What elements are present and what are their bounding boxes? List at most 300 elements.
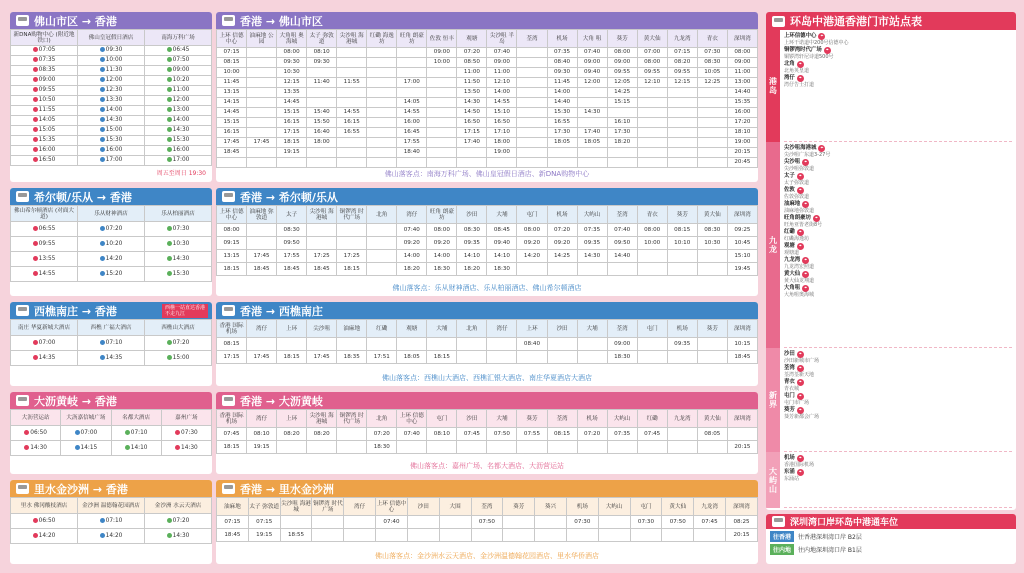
bus-route-icon [100, 57, 105, 62]
time-cell [577, 148, 607, 158]
table-row [11, 426, 212, 441]
column-header: 荃湾 [607, 206, 637, 224]
time-cell [78, 336, 145, 351]
time-value: 07:20 [172, 339, 190, 346]
time-cell: 18:30 [427, 263, 457, 276]
time-value: 14:35 [38, 354, 56, 361]
time-cell: 18:40 [397, 148, 427, 158]
time-cell [517, 158, 547, 168]
time-cell [577, 441, 607, 454]
time-cell: 07:55 [517, 428, 547, 441]
time-cell: 16:00 [397, 118, 427, 128]
time-cell [11, 96, 78, 106]
table-row [11, 126, 212, 136]
stop-address: 沙田新城市广场 [784, 358, 820, 364]
time-cell: 14:00 [547, 88, 577, 98]
column-header: 屯门 [637, 320, 667, 338]
stop-name: 机场 [784, 455, 795, 461]
column-header: 红磡 海逸坊 [367, 30, 397, 48]
time-cell [607, 263, 637, 276]
column-header: 尖沙咀 半岛 [487, 30, 517, 48]
column-header: 黄大仙 [637, 30, 667, 48]
stop-name: 荃湾 [784, 365, 795, 371]
time-cell: 18:30 [367, 441, 397, 454]
panel-title: 希尔顿/乐从 → 香港 [34, 190, 132, 204]
time-cell [78, 116, 145, 126]
time-cell: 16:55 [337, 128, 367, 138]
map-pin-icon: ⌖ [802, 285, 809, 292]
time-cell [337, 88, 367, 98]
time-cell: 07:35 [607, 428, 637, 441]
time-cell: 09:50 [277, 237, 307, 250]
time-cell [397, 441, 427, 454]
map-pin-icon: ⌖ [797, 455, 804, 462]
column-header: 金沙洲 温德翰花园酒店 [78, 498, 145, 514]
bus-route-icon [167, 256, 172, 261]
table-row [11, 46, 212, 56]
column-header: 葵芳 [697, 320, 727, 338]
time-cell: 16:45 [397, 128, 427, 138]
time-value: 16:00 [105, 147, 123, 153]
time-value: 06:50 [30, 429, 47, 436]
time-cell [517, 98, 547, 108]
time-cell: 16:15 [277, 118, 307, 128]
column-header: 铜锣湾 时代广场 [312, 498, 344, 516]
time-cell [697, 338, 727, 351]
bus-icon [222, 395, 235, 406]
panel-huangqi-to-hk [10, 392, 212, 474]
time-value: 15:00 [105, 127, 123, 133]
time-cell [307, 224, 337, 237]
schedule-table [216, 497, 758, 542]
time-cell [78, 66, 145, 76]
time-value: 09:55 [38, 240, 56, 247]
time-value: 07:00 [38, 339, 56, 346]
time-value: 07:10 [105, 517, 123, 524]
time-cell: 18:05 [397, 351, 427, 364]
stop-name: 东涌 [784, 469, 795, 475]
time-cell [78, 529, 145, 544]
time-cell [517, 118, 547, 128]
time-cell: 08:20 [307, 428, 337, 441]
time-cell [637, 158, 667, 168]
time-cell [11, 146, 78, 156]
stop-address: 九龙湾宏照道 [784, 264, 815, 270]
schedule-table [10, 409, 212, 456]
time-cell [161, 441, 211, 456]
time-cell: 07:45 [217, 428, 247, 441]
column-header: 铜锣湾 时代广场 [337, 206, 367, 224]
time-cell [547, 351, 577, 364]
time-value: 15:35 [38, 137, 56, 143]
time-value: 11:00 [172, 87, 190, 93]
column-header: 太子 [277, 206, 307, 224]
time-cell [337, 98, 367, 108]
time-cell [78, 237, 145, 252]
bus-route-icon [33, 127, 38, 132]
panel-title: 香港 → 西樵南庄 [240, 304, 323, 318]
table-row [217, 351, 758, 364]
time-cell [11, 116, 78, 126]
column-header: 金沙洲 水云天酒店 [145, 498, 212, 514]
time-cell [280, 516, 312, 529]
map-pin-icon: ⌖ [797, 61, 804, 68]
time-cell [427, 441, 457, 454]
time-cell: 11:45 [547, 78, 577, 88]
time-cell [78, 156, 145, 166]
time-cell [161, 426, 211, 441]
time-cell: 09:00 [487, 58, 517, 68]
column-header: 机场 [547, 206, 577, 224]
time-cell: 14:45 [277, 98, 307, 108]
time-cell: 07:00 [637, 48, 667, 58]
time-cell [637, 263, 667, 276]
time-cell: 14:30 [457, 98, 487, 108]
bus-icon [772, 516, 785, 527]
time-cell: 09:20 [427, 237, 457, 250]
stop-name: 葵芳 [784, 407, 795, 413]
time-value: 14:20 [38, 532, 56, 539]
stop-name: 大角咀 [784, 285, 801, 291]
stop-name: 太子 [784, 173, 795, 179]
time-cell [637, 338, 667, 351]
table-row [217, 78, 758, 88]
dropoff-note: 佛山落客点：乐从财神酒店、乐从柏丽酒店、佛山希尔顿酒店 [392, 284, 582, 292]
time-cell: 14:30 [577, 108, 607, 118]
bus-route-icon [175, 430, 180, 435]
bus-route-icon [100, 147, 105, 152]
time-cell: 18:00 [487, 138, 517, 148]
time-cell: 08:30 [277, 224, 307, 237]
time-cell [11, 267, 78, 282]
map-pin-icon: ⌖ [824, 47, 831, 54]
column-header: 红磡 [367, 320, 397, 338]
stop-address: 观塘道 [784, 250, 800, 256]
bus-icon [16, 15, 29, 26]
column-header: 沙田 [457, 206, 487, 224]
time-cell [61, 441, 111, 456]
time-cell [247, 98, 277, 108]
time-cell: 09:55 [637, 68, 667, 78]
time-cell [312, 529, 344, 542]
time-cell: 18:20 [397, 263, 427, 276]
panel-header [216, 392, 758, 409]
time-cell [457, 338, 487, 351]
time-cell: 09:30 [277, 58, 307, 68]
bus-route-icon [167, 77, 172, 82]
column-header: 深圳湾 [727, 30, 757, 48]
column-header: 大沥嘉信城广场 [61, 410, 111, 426]
time-cell: 18:20 [457, 263, 487, 276]
column-header: 屯门 [517, 206, 547, 224]
table-row [217, 529, 758, 542]
stop-address: 太子弥敦道 [784, 180, 810, 186]
time-cell [145, 46, 212, 56]
time-cell: 14:55 [397, 108, 427, 118]
time-cell: 08:40 [547, 58, 577, 68]
panel-header [10, 188, 212, 205]
table-row [11, 76, 212, 86]
time-cell [607, 148, 637, 158]
time-cell: 14:45 [217, 108, 247, 118]
schedule-table [216, 319, 758, 364]
time-cell: 07:15 [248, 516, 280, 529]
time-cell: 20:15 [727, 441, 757, 454]
time-cell [11, 126, 78, 136]
time-cell [367, 98, 397, 108]
column-header: 湾仔 [247, 320, 277, 338]
bus-route-icon [33, 117, 38, 122]
time-cell: 17:25 [337, 250, 367, 263]
time-cell [11, 351, 78, 366]
bus-route-icon [100, 67, 105, 72]
panel-title: 香港 → 希尔顿/乐从 [240, 190, 338, 204]
time-cell [397, 58, 427, 68]
time-cell: 09:00 [607, 58, 637, 68]
column-header: 新DNA购物中心 (附近地铁口) [11, 30, 78, 46]
bus-route-icon [100, 157, 105, 162]
region-label: 港岛 [766, 30, 780, 142]
column-header: 大屿山 [577, 206, 607, 224]
time-cell: 08:00 [607, 48, 637, 58]
time-cell: 09:40 [487, 237, 517, 250]
time-value: 11:55 [38, 107, 56, 113]
column-header: 南海万科广场 [145, 30, 212, 46]
time-cell: 10:05 [697, 68, 727, 78]
time-cell [607, 441, 637, 454]
time-cell: 17:45 [247, 138, 277, 148]
bay-row [770, 544, 1012, 555]
stop-address: 上环干诺道中200号信德中心 [784, 40, 849, 46]
stop-address: 佐敦弥敦道 [784, 194, 810, 200]
time-cell [11, 136, 78, 146]
table-row [217, 224, 758, 237]
stop-item [784, 393, 1012, 406]
bus-route-icon [167, 67, 172, 72]
time-cell [487, 351, 517, 364]
time-cell [577, 351, 607, 364]
bus-icon [16, 191, 29, 202]
time-cell [145, 529, 212, 544]
time-cell [667, 118, 697, 128]
time-value: 07:30 [181, 429, 198, 436]
time-cell: 18:45 [277, 263, 307, 276]
time-cell [547, 263, 577, 276]
time-cell: 09:20 [547, 237, 577, 250]
stop-address: 青衣城 [784, 386, 800, 392]
stop-item [784, 145, 1012, 158]
time-cell: 13:00 [727, 78, 757, 88]
stop-item [784, 379, 1012, 392]
time-cell [11, 514, 78, 529]
bus-route-icon [75, 445, 80, 450]
table-row [217, 148, 758, 158]
column-header: 大埔 [487, 410, 517, 428]
time-cell: 09:50 [607, 237, 637, 250]
time-cell [397, 338, 427, 351]
stop-name: 铜锣湾时代广场 [784, 47, 822, 53]
time-cell: 07:50 [471, 516, 503, 529]
bus-route-icon [167, 137, 172, 142]
time-cell [307, 68, 337, 78]
time-cell [487, 441, 517, 454]
bus-route-icon [175, 445, 180, 450]
stop-address: 旺角亚皆老街8号 [784, 222, 823, 228]
time-cell [427, 118, 457, 128]
bus-route-icon [167, 355, 172, 360]
table-row [217, 516, 758, 529]
column-header: 香港 国际机场 [217, 320, 247, 338]
time-cell [11, 106, 78, 116]
map-pin-icon: ⌖ [797, 187, 804, 194]
map-pin-icon: ⌖ [797, 75, 804, 82]
table-row [217, 338, 758, 351]
time-value: 17:00 [105, 157, 123, 163]
time-cell: 09:00 [427, 48, 457, 58]
panel-title: 深圳湾口岸环岛中港通车位 [790, 518, 899, 528]
time-cell: 17:00 [397, 78, 427, 88]
bus-route-icon [33, 107, 38, 112]
time-cell: 09:35 [577, 237, 607, 250]
column-header: 屯门 [427, 410, 457, 428]
time-cell [397, 68, 427, 78]
time-cell [376, 529, 408, 542]
column-header: 南庄 华夏新城大酒店 [11, 320, 78, 336]
column-header: 油麻地 公园 [247, 30, 277, 48]
time-value: 14:30 [30, 444, 47, 451]
bus-route-icon [33, 67, 38, 72]
stop-item [784, 33, 1012, 46]
time-cell [78, 126, 145, 136]
time-cell [307, 148, 337, 158]
map-pin-icon: ⌖ [802, 159, 809, 166]
time-cell [697, 88, 727, 98]
time-cell: 14:00 [427, 250, 457, 263]
bus-route-icon [167, 57, 172, 62]
bus-route-icon [100, 518, 105, 523]
time-cell: 10:15 [727, 338, 757, 351]
stop-item [784, 61, 1012, 74]
time-cell [337, 68, 367, 78]
panel-header [216, 480, 758, 497]
column-header: 尖沙咀 海港城 [280, 498, 312, 516]
time-value: 14:30 [172, 532, 190, 539]
stop-item [784, 285, 1012, 298]
time-cell [427, 148, 457, 158]
time-cell: 14:55 [487, 98, 517, 108]
time-cell: 18:55 [280, 529, 312, 542]
time-cell [439, 529, 471, 542]
time-cell [11, 441, 61, 456]
bus-route-icon [100, 226, 105, 231]
time-value: 09:30 [105, 47, 123, 53]
dropoff-note: 佛山落客点：金沙洲水云天酒店、金沙洲温德翰花园酒店、里水华侨酒店 [375, 552, 599, 560]
table-row [217, 250, 758, 263]
time-cell: 18:45 [247, 263, 277, 276]
time-value: 12:00 [105, 77, 123, 83]
table-row [217, 118, 758, 128]
time-cell: 17:15 [457, 128, 487, 138]
column-header: 西樵 广福大酒店 [78, 320, 145, 336]
column-header: 大沥营运站 [11, 410, 61, 426]
time-cell: 14:25 [547, 250, 577, 263]
column-header: 观塘 [397, 320, 427, 338]
bus-route-icon [24, 445, 29, 450]
time-cell [307, 98, 337, 108]
time-cell [577, 88, 607, 98]
column-header: 葵芳 [503, 498, 535, 516]
time-cell: 08:15 [547, 428, 577, 441]
bus-route-icon [167, 241, 172, 246]
promo-badge: 西樵一站直达香港 不走九江 [162, 304, 208, 318]
time-cell [312, 516, 344, 529]
bus-route-icon [33, 47, 38, 52]
time-cell: 12:15 [277, 78, 307, 88]
time-cell: 15:15 [217, 118, 247, 128]
time-cell: 14:40 [547, 98, 577, 108]
time-cell: 17:55 [397, 138, 427, 148]
column-header: 里水 佛冈酸枝酒店 [11, 498, 78, 514]
column-header: 深圳湾 [727, 206, 757, 224]
bus-route-icon [100, 533, 105, 538]
time-cell: 20:15 [727, 148, 757, 158]
time-cell [439, 516, 471, 529]
column-header: 荃湾 [517, 30, 547, 48]
time-cell [11, 46, 78, 56]
bus-route-icon [100, 127, 105, 132]
table-row [217, 68, 758, 78]
time-cell: 18:45 [217, 148, 247, 158]
column-header: 深圳湾 [726, 498, 758, 516]
time-value: 09:00 [38, 77, 56, 83]
column-header: 油麻地 [337, 320, 367, 338]
stop-name: 佐敦 [784, 187, 795, 193]
table-row [217, 108, 758, 118]
time-cell: 08:15 [217, 338, 247, 351]
column-header: 上环 信德中心 [376, 498, 408, 516]
column-header: 湾仔 [487, 320, 517, 338]
time-cell [145, 136, 212, 146]
table-row [11, 66, 212, 76]
bay-row [770, 531, 1012, 542]
time-value: 10:00 [105, 57, 123, 63]
time-cell: 17:20 [727, 118, 757, 128]
time-cell: 07:30 [630, 516, 662, 529]
panel-hk-to-jinshazhou [216, 480, 758, 564]
column-header: 香港 国际机场 [217, 410, 247, 428]
time-cell [517, 148, 547, 158]
time-value: 12:00 [172, 97, 190, 103]
time-cell: 07:50 [662, 516, 694, 529]
time-cell: 08:10 [247, 428, 277, 441]
column-header: 尖沙咀 [307, 320, 337, 338]
time-value: 07:10 [130, 429, 148, 436]
time-cell: 20:15 [726, 529, 758, 542]
time-cell [694, 529, 726, 542]
stop-item [784, 365, 1012, 378]
time-cell: 07:20 [367, 428, 397, 441]
panel-hk-to-xiqiao [216, 302, 758, 386]
time-cell: 08:15 [667, 224, 697, 237]
time-cell: 18:15 [277, 138, 307, 148]
time-cell [78, 222, 145, 237]
bus-route-icon [167, 107, 172, 112]
bus-icon [222, 305, 235, 316]
panel-title: 环岛中港通香港门市站点表 [790, 15, 922, 28]
panel-header [10, 480, 212, 497]
map-pin-icon: ⌖ [797, 469, 804, 476]
column-header: 黄大仙 [662, 498, 694, 516]
